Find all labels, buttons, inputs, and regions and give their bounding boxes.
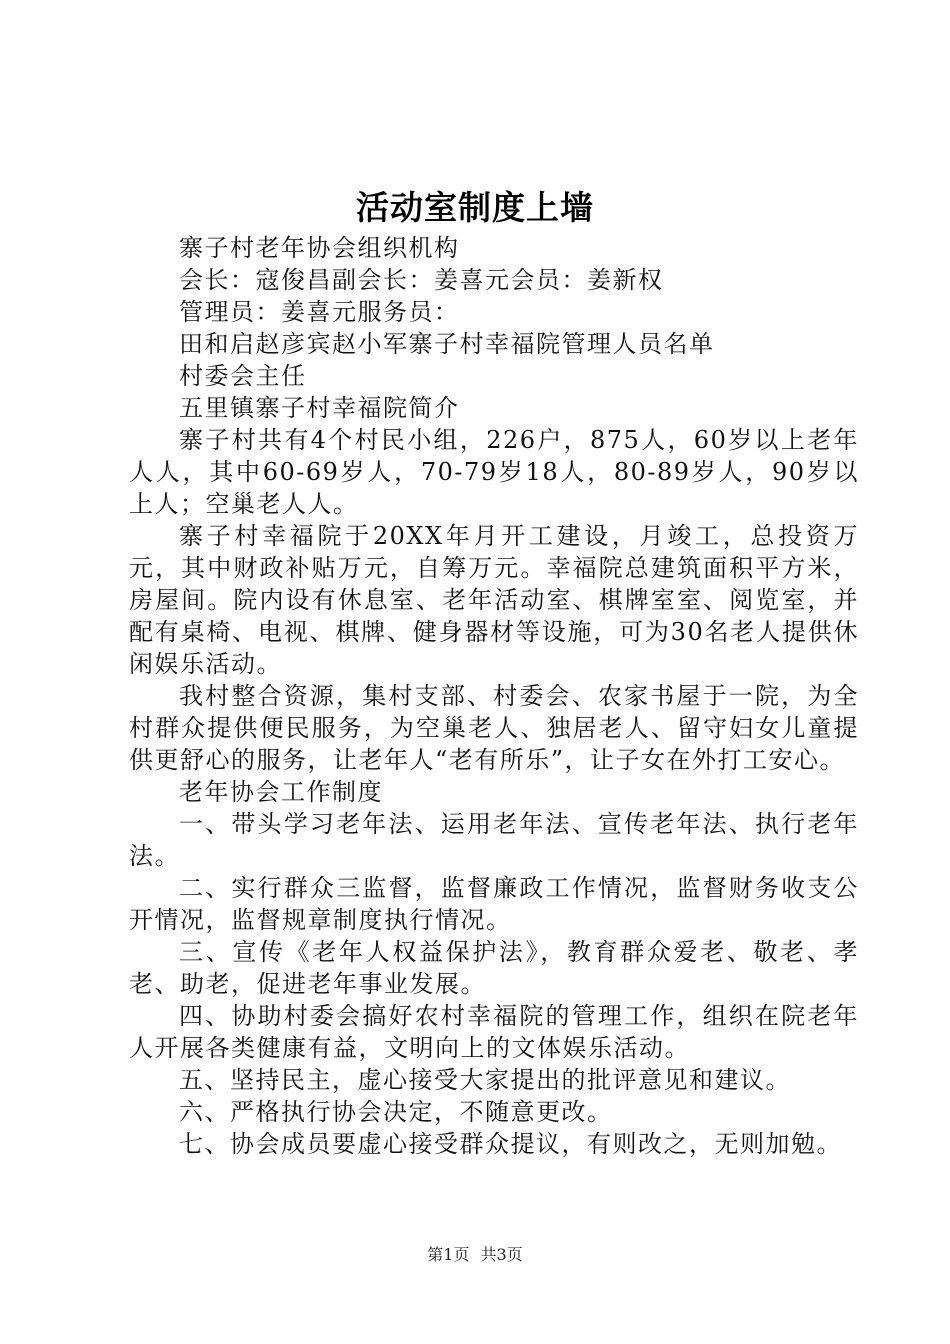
paragraph: 五、坚持民主，虚心接受大家提出的批评意见和建议。 bbox=[179, 1066, 791, 1094]
paragraph: 老年协会工作制度 bbox=[179, 778, 383, 806]
document-body bbox=[129, 232, 859, 1160]
paragraph: 三、宣传《老年人权益保护法》，教育群众爱老、敬老、孝老、助老，促进老年事业发展。 bbox=[129, 938, 859, 998]
paragraph: 二、实行群众三监督，监督廉政工作情况，监督财务收支公开情况，监督规章制度执行情况。 bbox=[129, 874, 859, 934]
paragraph: 田和启赵彦宾赵小军寨子村幸福院管理人员名单 bbox=[179, 330, 715, 358]
paragraph: 寨子村幸福院于20XX年月开工建设，月竣工，总投资万元，其中财政补贴万元，自筹万元。幸福院总建筑面积平方米，房屋间。院内设有休息室、老年活动室、棋牌室室、阅览室，并配有桌椅、电视、棋牌、健身器材等设施，可为30名老人提供休闲娱乐活动。 bbox=[129, 522, 859, 678]
page-footer bbox=[0, 1243, 950, 1267]
paragraph: 管理员：姜喜元服务员： bbox=[179, 298, 460, 326]
paragraph: 七、协会成员要虚心接受群众提议，有则改之，无则加勉。 bbox=[179, 1130, 842, 1158]
paragraph: 会长：寇俊昌副会长：姜喜元会员：姜新权 bbox=[179, 266, 664, 294]
paragraph: 寨子村老年协会组织机构 bbox=[179, 234, 460, 262]
paragraph: 六、严格执行协会决定，不随意更改。 bbox=[179, 1098, 613, 1126]
paragraph: 寨子村共有4个村民小组，226户，875人，60岁以上老年人人，其中60-69岁人，70-79岁18人，80-89岁人，90岁以上人；空巢老人人。 bbox=[129, 426, 859, 518]
paragraph: 一、带头学习老年法、运用老年法、宣传老年法、执行老年法。 bbox=[129, 810, 859, 870]
page-number: 第1页 bbox=[427, 1245, 470, 1264]
document-title: 活动室制度上墙 bbox=[356, 188, 594, 227]
paragraph: 村委会主任 bbox=[179, 362, 307, 390]
paragraph: 四、协助村委会搞好农村幸福院的管理工作，组织在院老年人开展各类健康有益，文明向上的文体娱乐活动。 bbox=[129, 1002, 859, 1062]
paragraph: 我村整合资源，集村支部、村委会、农家书屋于一院，为全村群众提供便民服务，为空巢老人、独居老人、留守妇女儿童提供更舒心的服务，让老年人“老有所乐”，让子女在外打工安心。 bbox=[129, 682, 859, 774]
paragraph: 五里镇寨子村幸福院简介 bbox=[179, 394, 460, 422]
page-total: 共3页 bbox=[480, 1245, 523, 1264]
